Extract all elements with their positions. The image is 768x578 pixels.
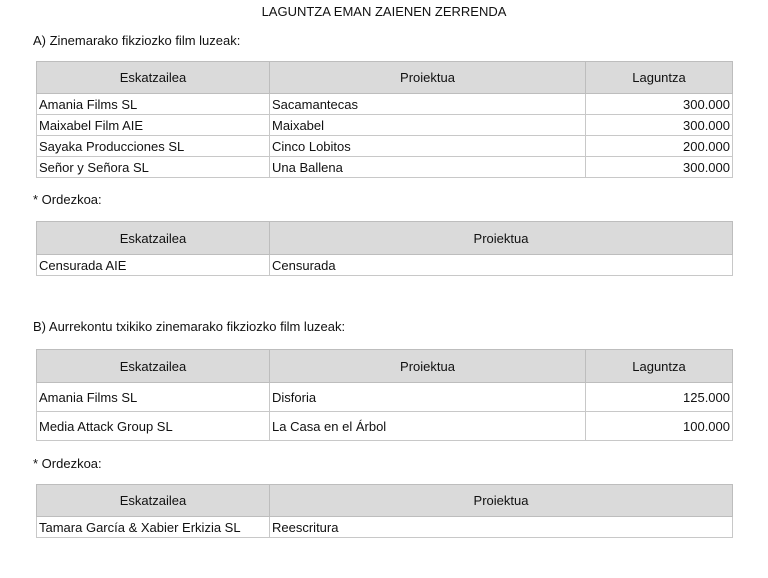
project-cell: Maixabel [270,115,586,136]
applicant-cell: Amania Films SL [37,383,270,412]
amount-cell: 300.000 [586,157,733,178]
table-row [37,115,733,136]
table-header-row [37,222,733,255]
amount-cell: 200.000 [586,136,733,157]
column-header-proiektua: Proiektua [270,62,586,94]
project-cell: Reescritura [270,517,733,538]
project-cell: Censurada [270,255,733,276]
page-title: LAGUNTZA EMAN ZAIENEN ZERRENDA [261,4,507,19]
table-row [37,94,733,115]
project-cell: Cinco Lobitos [270,136,586,157]
section-b-table [36,349,733,441]
table-row [37,255,733,276]
project-cell: La Casa en el Árbol [270,412,586,441]
column-header-proiektua: Proiektua [270,222,733,255]
column-header-eskatzailea: Eskatzailea [37,350,270,383]
applicant-cell: Amania Films SL [37,94,270,115]
table-row [37,136,733,157]
section-a-substitute-heading: * Ordezkoa: [33,192,102,207]
applicant-cell: Sayaka Producciones SL [37,136,270,157]
column-header-eskatzailea: Eskatzailea [37,222,270,255]
amount-cell: 300.000 [586,94,733,115]
section-a-heading: A) Zinemarako fikziozko film luzeak: [33,33,241,48]
amount-cell: 125.000 [586,383,733,412]
project-cell: Sacamantecas [270,94,586,115]
column-header-proiektua: Proiektua [270,485,733,517]
table-row [37,517,733,538]
section-a-substitute-table [36,221,733,276]
project-cell: Disforia [270,383,586,412]
table-header-row [37,350,733,383]
project-cell: Una Ballena [270,157,586,178]
column-header-eskatzailea: Eskatzailea [37,62,270,94]
section-b-substitute-heading: * Ordezkoa: [33,456,102,471]
applicant-cell: Media Attack Group SL [37,412,270,441]
column-header-laguntza: Laguntza [586,350,733,383]
applicant-cell: Censurada AIE [37,255,270,276]
column-header-eskatzailea: Eskatzailea [37,485,270,517]
section-a-table [36,61,733,178]
column-header-proiektua: Proiektua [270,350,586,383]
table-row [37,383,733,412]
applicant-cell: Maixabel Film AIE [37,115,270,136]
section-b-substitute-table [36,484,733,538]
table-header-row [37,485,733,517]
applicant-cell: Tamara García & Xabier Erkizia SL [37,517,270,538]
section-b-heading: B) Aurrekontu txikiko zinemarako fikziozko film luzeak: [33,319,346,334]
column-header-laguntza: Laguntza [586,62,733,94]
amount-cell: 300.000 [586,115,733,136]
table-header-row [37,62,733,94]
table-row [37,157,733,178]
applicant-cell: Señor y Señora SL [37,157,270,178]
amount-cell: 100.000 [586,412,733,441]
table-row [37,412,733,441]
